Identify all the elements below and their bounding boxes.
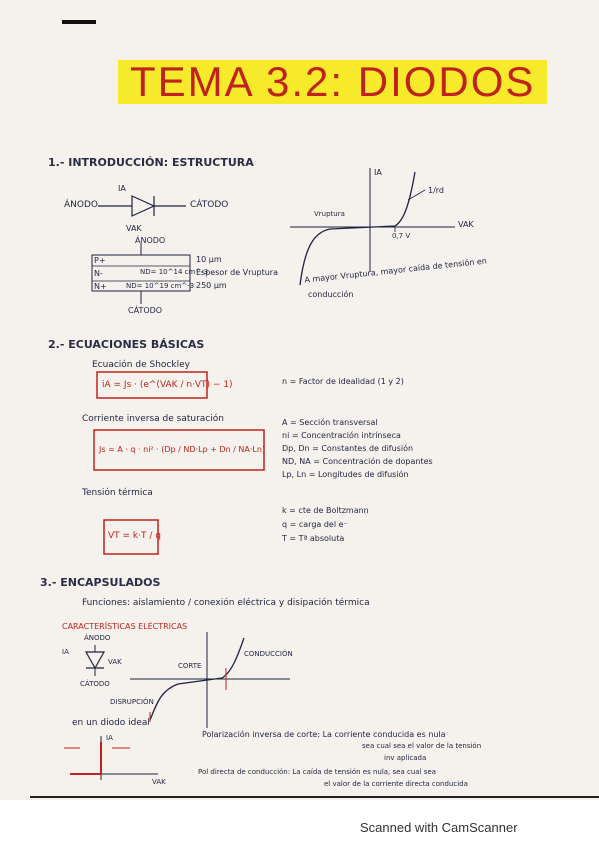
ideal-vak-label: VAK — [152, 778, 166, 786]
anodo-small-label: ÁNODO — [135, 236, 166, 245]
graph-ia-label: IA — [374, 168, 382, 177]
p-plus-label: P+ — [94, 256, 106, 265]
js-equation: Js = A · q · ni² · (Dp / ND·Lp + Dn / NA·Ln) — [99, 445, 266, 454]
ideal-ia-label: IA — [106, 734, 113, 742]
funciones-text: Funciones: aislamiento / conexión eléctrica y disipación térmica — [82, 598, 370, 608]
vak-label: VAK — [126, 224, 142, 233]
ideal-note1-a: Polarización inversa de corte: La corriente conducida es nula — [202, 730, 446, 739]
js-definitions — [282, 418, 433, 479]
n-plus-label: N+ — [94, 282, 107, 291]
ia-label: IA — [118, 184, 126, 193]
graph-vak-label: VAK — [458, 220, 474, 229]
doping-mid: ND= 10^14 cm^-3 — [140, 268, 209, 276]
scanner-watermark: Scanned with CamScanner — [360, 820, 518, 835]
def-line: Dp, Dn = Constantes de difusión — [282, 444, 414, 453]
graph-note-line2: conducción — [308, 290, 354, 299]
doping-bottom: ND= 10^19 cm^-3 — [126, 282, 195, 290]
vt-def-line: T = Tª absoluta — [282, 534, 345, 543]
corte-label: CORTE — [178, 662, 202, 670]
catodo-label: CÁTODO — [190, 200, 229, 210]
shockley-note: n = Factor de idealidad (1 y 2) — [282, 377, 404, 386]
ideal-note1-c: inv aplicada — [384, 754, 427, 762]
page-title: TEMA 3.2: DIODOS — [118, 56, 547, 108]
ideal-diode-label: en un diodo ideal — [72, 718, 150, 728]
def-line: Lp, Ln = Longitudes de difusión — [282, 470, 409, 479]
s3-anodo-label: ÁNODO — [84, 634, 111, 642]
vt-definitions — [282, 506, 369, 543]
ideal-note2-a: Pol directa de conducción: La caída de tensión es nula, sea cual sea — [198, 768, 436, 776]
ideal-note2-b: el valor de la corriente directa conducida — [324, 780, 468, 788]
vt-def-line: q = carga del e⁻ — [282, 520, 348, 529]
catodo-small-label: CÁTODO — [128, 306, 163, 315]
vt-label: Tensión térmica — [82, 488, 153, 498]
section1-heading: 1.- INTRODUCCIÓN: ESTRUCTURA — [48, 156, 254, 169]
section2-heading: 2.- ECUACIONES BÁSICAS — [48, 338, 205, 351]
conduccion-label: CONDUCCIÓN — [244, 650, 293, 658]
n-minus-label: N- — [94, 269, 103, 278]
s3-catodo-label: CÁTODO — [80, 680, 110, 688]
vt-equation: VT = k·T / q — [108, 531, 161, 541]
layer-mid-label: Espesor de Vruptura — [196, 268, 278, 277]
anodo-label: ÁNODO — [64, 200, 98, 210]
graph-vruptura-label: Vruptura — [314, 210, 345, 218]
shockley-equation: iA = Js · (e^(VAK / n·VT) − 1) — [102, 380, 233, 390]
layer-bottom-label: 250 µm — [196, 281, 227, 290]
def-line: A = Sección transversal — [282, 418, 378, 427]
ideal-note1-b: sea cual sea el valor de la tensión — [362, 742, 482, 750]
layer-top-label: 10 µm — [196, 255, 222, 264]
def-line: ND, NA = Concentración de dopantes — [282, 457, 433, 466]
s3-vak-label: VAK — [108, 658, 122, 666]
graph-rd-label: 1/rd — [428, 186, 445, 195]
def-line: ni = Concentración intrínseca — [282, 431, 401, 440]
graph-note-line1: A mayor Vruptura, mayor caída de tensión en — [304, 256, 488, 285]
section3-heading: 3.- ENCAPSULADOS — [40, 576, 161, 589]
caracteristicas-label: CARACTERÍSTICAS ELÉCTRICAS — [62, 622, 188, 631]
s3-ia-label: IA — [62, 648, 69, 656]
vt-def-line: k = cte de Boltzmann — [282, 506, 369, 515]
disrupcion-label: DISRUPCIÓN — [110, 698, 154, 706]
shockley-label: Ecuación de Shockley — [92, 360, 190, 370]
graph-vd-label: 0,7 V — [392, 232, 411, 240]
js-label: Corriente inversa de saturación — [82, 414, 224, 424]
